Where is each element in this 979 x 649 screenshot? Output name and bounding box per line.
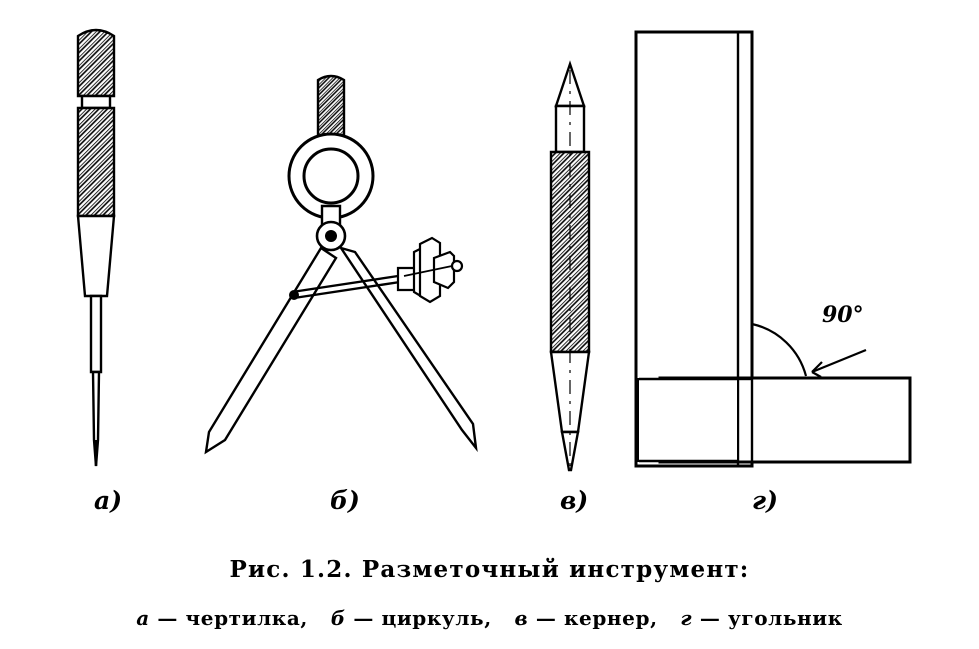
legend-key-v: в [514, 606, 529, 630]
square-drawing [636, 32, 910, 466]
legend-text-b: циркуль, [381, 606, 492, 630]
figure-caption-legend [0, 606, 979, 630]
legend-dash-g: — [692, 606, 728, 630]
scriber-drawing [78, 30, 114, 466]
legend-text-g: угольник [727, 606, 843, 630]
figure-caption-title: Рис. 1.2. Разметочный инструмент: [229, 556, 750, 583]
center-punch-drawing [551, 64, 589, 472]
legend-dash-v: — [528, 606, 564, 630]
item-label-scriber: а) [94, 486, 123, 515]
item-label-punch: в) [560, 486, 589, 515]
legend-dash-a: — [149, 606, 186, 630]
item-label-divider: б) [330, 486, 360, 515]
angle-annotation: 90° [822, 302, 864, 328]
legend-key-g: г [680, 606, 693, 630]
legend-key-a: а [136, 606, 150, 630]
legend-text-v: кернер, [563, 606, 658, 630]
divider-compass-drawing [206, 76, 476, 452]
legend-key-b: б [330, 606, 346, 630]
legend-dash-b: — [345, 606, 382, 630]
legend-sep-2 [499, 606, 507, 630]
item-label-square: г) [752, 486, 778, 515]
legend-sep-1 [316, 606, 324, 630]
legend-text-a: чертилка, [185, 606, 308, 630]
legend-sep-3 [665, 606, 673, 630]
